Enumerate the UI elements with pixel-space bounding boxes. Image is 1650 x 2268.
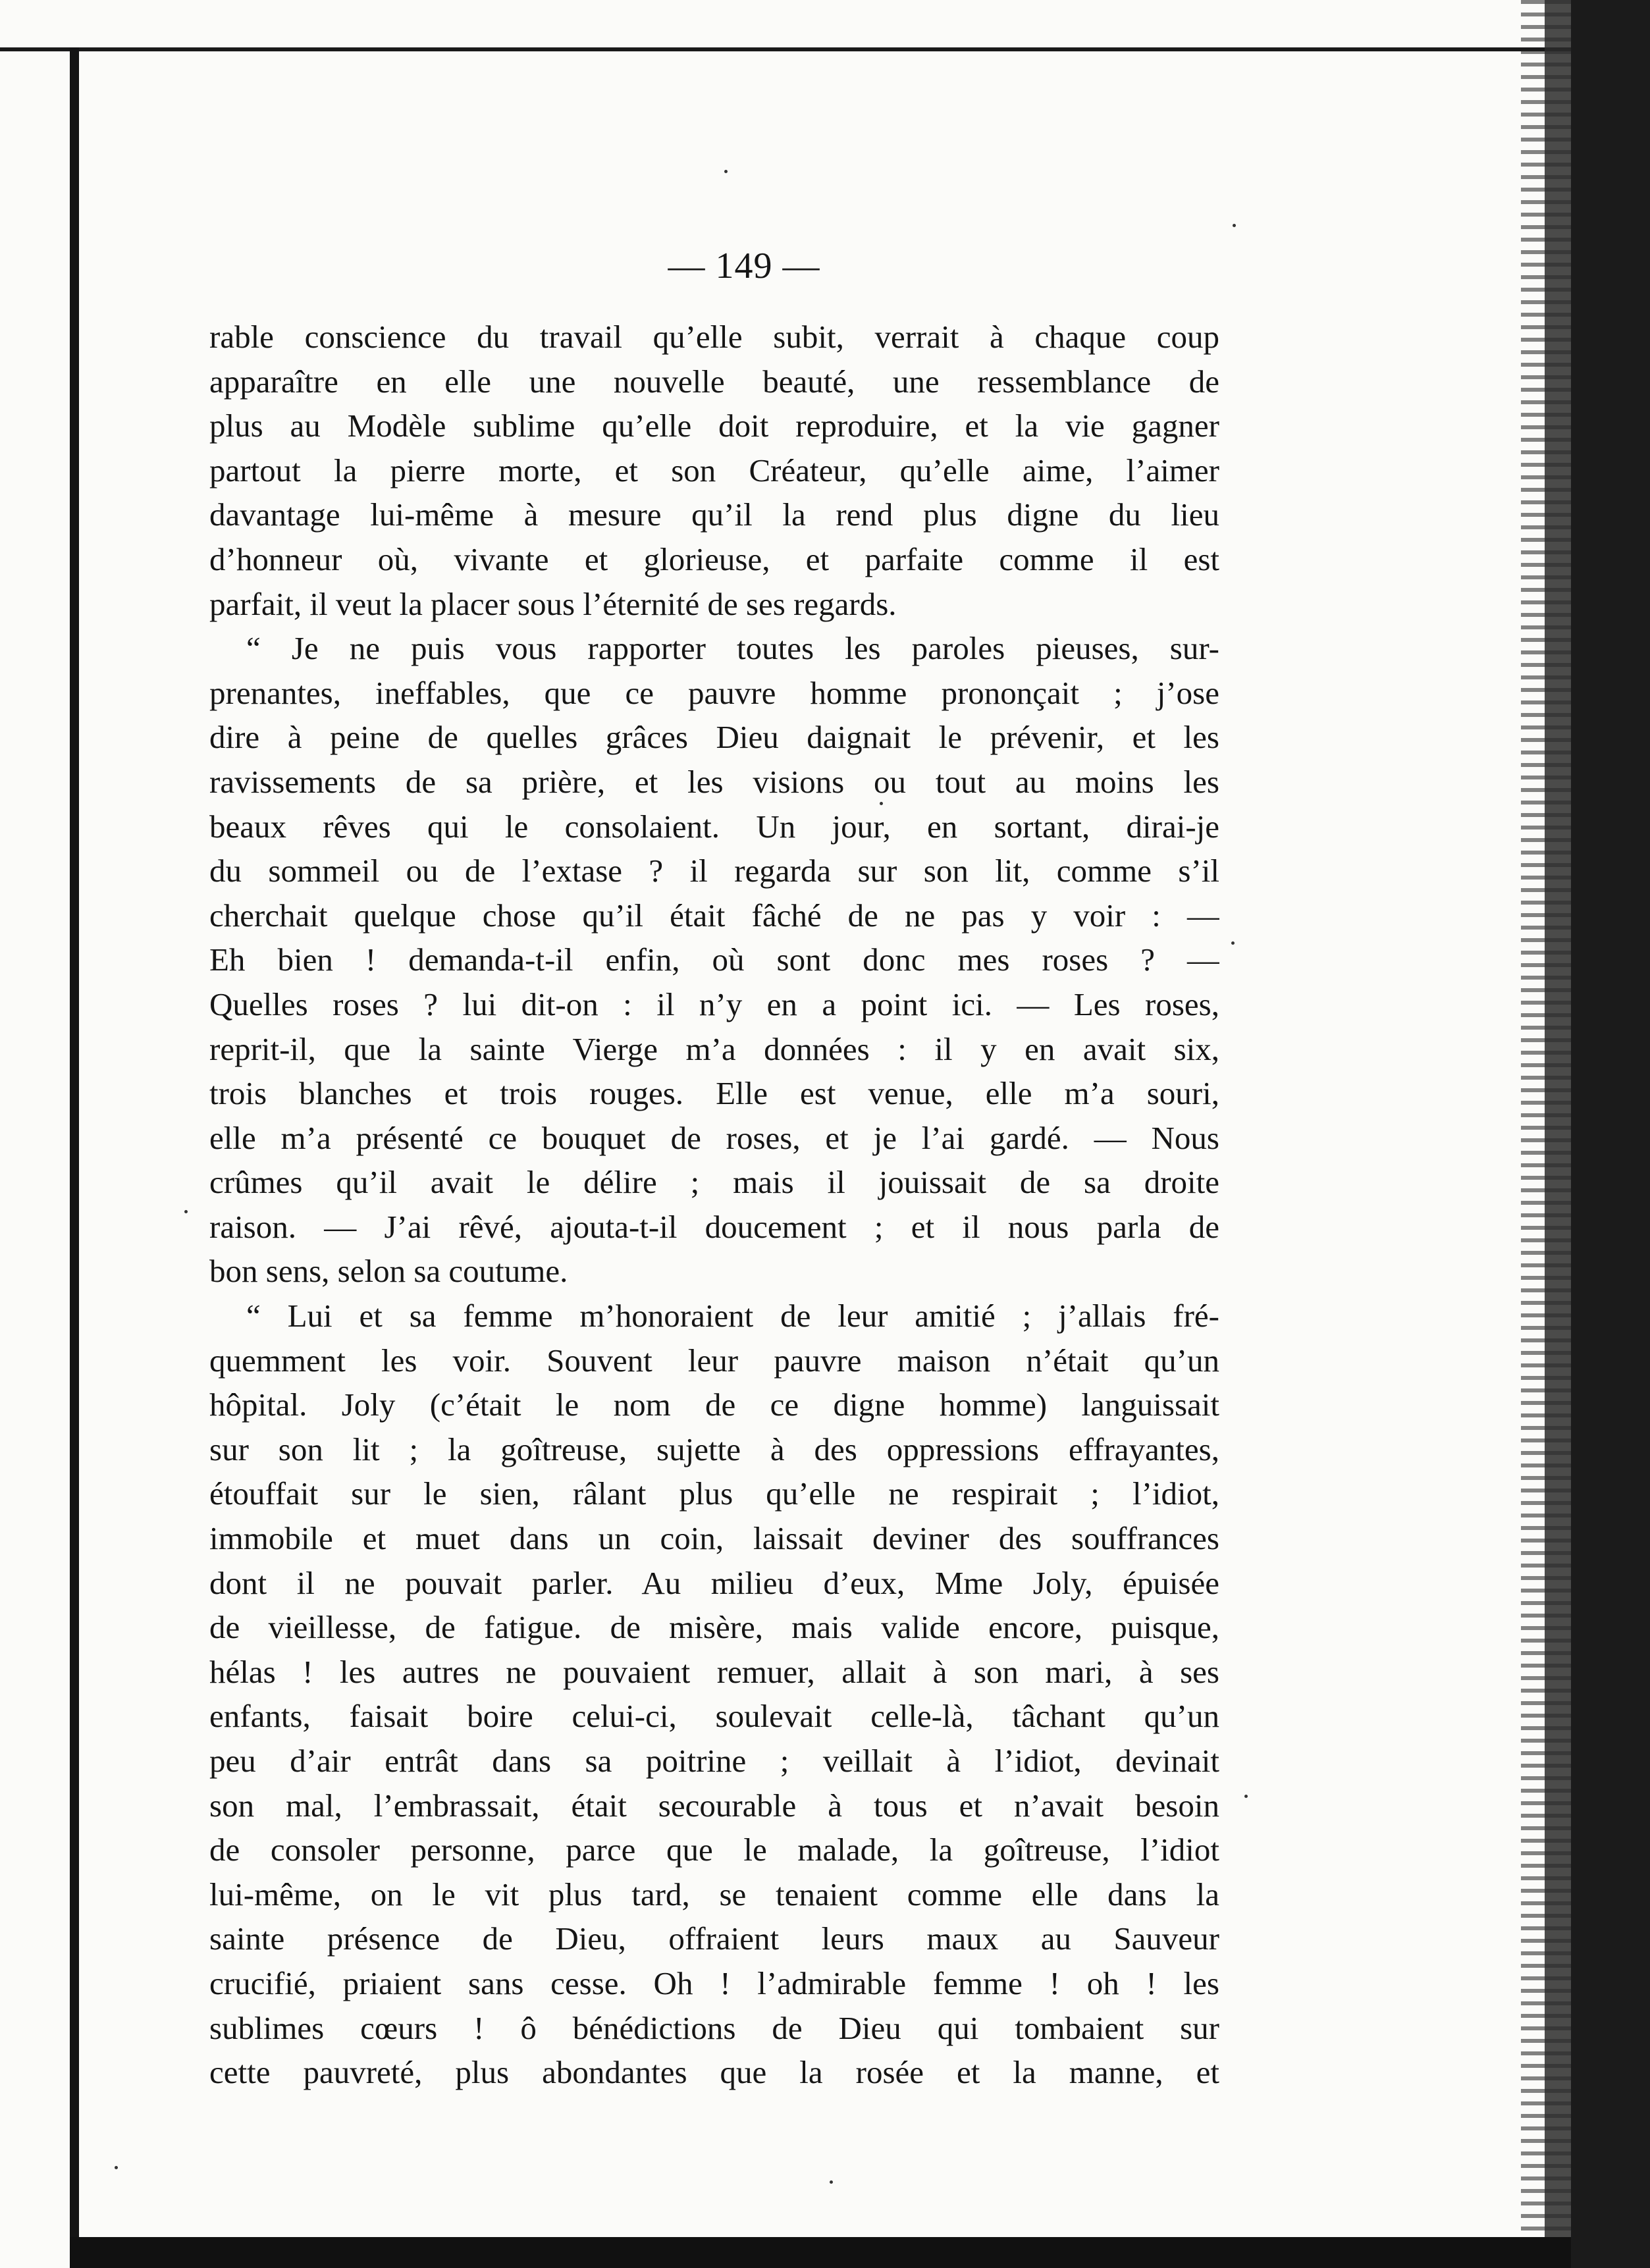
- text-line: Eh bien ! demanda-t-il enfin, où sont donc mes roses ? —: [209, 941, 1219, 978]
- text-line: sublimes cœurs ! ô bénédictions de Dieu qui tombaient sur: [209, 2009, 1219, 2046]
- scan-speck: [1233, 224, 1236, 227]
- scan-speck: [1231, 941, 1235, 945]
- page-top-edge: [0, 47, 1580, 51]
- text-line: partout la pierre morte, et son Créateur, qu’elle aime, l’aimer: [209, 452, 1219, 488]
- scan-speck: [184, 1210, 188, 1213]
- text-line: cette pauvreté, plus abondantes que la rosée et la manne, et: [209, 2054, 1219, 2091]
- text-line: beaux rêves qui le consolaient. Un jour, en sortant, dirai-je: [209, 808, 1219, 845]
- body-text: [209, 315, 1219, 2095]
- text-line: trois blanches et trois rouges. Elle est venue, elle m’a souri,: [209, 1075, 1219, 1112]
- text-line: ravissements de sa prière, et les visions ou tout au moins les: [209, 763, 1219, 800]
- text-line: d’honneur où, vivante et glorieuse, et parfaite comme il est: [209, 541, 1219, 577]
- page-right-edge: [1571, 0, 1650, 2268]
- text-line: étouffait sur le sien, râlant plus qu’elle ne respirait ; l’idiot,: [209, 1475, 1219, 1512]
- text-line: de vieillesse, de fatigue. de misère, mais valide encore, puisque,: [209, 1609, 1219, 1646]
- text-line: hélas ! les autres ne pouvaient remuer, allait à son mari, à ses: [209, 1653, 1219, 1690]
- text-line: “ Je ne puis vous rapporter toutes les paroles pieuses, sur-: [246, 630, 1219, 667]
- binding-shadow-inner: [1545, 0, 1571, 2237]
- text-line: bon sens, selon sa coutume.: [209, 1253, 568, 1290]
- text-line: rable conscience du travail qu’elle subit, verrait à chaque coup: [209, 319, 1219, 355]
- text-line: cherchait quelque chose qu’il était fâché de ne pas y voir : —: [209, 897, 1219, 934]
- text-line: son mal, l’embrassait, était secourable à tous et n’avait besoin: [209, 1787, 1219, 1824]
- text-line: reprit-il, que la sainte Vierge m’a données : il y en avait six,: [209, 1030, 1219, 1067]
- text-line: “ Lui et sa femme m’honoraient de leur amitié ; j’allais fré-: [246, 1298, 1219, 1334]
- page-number: — 149 —: [668, 246, 820, 286]
- text-line: dire à peine de quelles grâces Dieu daignait le prévenir, et les: [209, 719, 1219, 756]
- text-line: davantage lui-même à mesure qu’il la rend plus digne du lieu: [209, 496, 1219, 533]
- text-line: apparaître en elle une nouvelle beauté, une ressemblance de: [209, 363, 1219, 400]
- text-line: de consoler personne, parce que le malade, la goîtreuse, l’idiot: [209, 1832, 1219, 1868]
- text-line: du sommeil ou de l’extase ? il regarda sur son lit, comme s’il: [209, 853, 1219, 889]
- text-line: crûmes qu’il avait le délire ; mais il jouissait de sa droite: [209, 1164, 1219, 1201]
- scan-speck: [115, 2166, 118, 2169]
- text-line: elle m’a présenté ce bouquet de roses, et je l’ai gardé. — Nous: [209, 1119, 1219, 1156]
- page-left-edge: [70, 47, 79, 2268]
- text-line: parfait, il veut la placer sous l’éternité de ses regards.: [209, 585, 897, 622]
- text-line: immobile et muet dans un coin, laissait deviner des souffrances: [209, 1520, 1219, 1557]
- text-line: plus au Modèle sublime qu’elle doit reproduire, et la vie gagner: [209, 408, 1219, 444]
- text-line: raison. — J’ai rêvé, ajouta-t-il doucement ; et il nous parla de: [209, 1208, 1219, 1245]
- text-line: sainte présence de Dieu, offraient leurs maux au Sauveur: [209, 1920, 1219, 1957]
- page-bottom-edge: [70, 2237, 1571, 2268]
- text-line: lui-même, on le vit plus tard, se tenaient comme elle dans la: [209, 1876, 1219, 1912]
- scan-speck: [830, 2180, 833, 2184]
- text-line: sur son lit ; la goîtreuse, sujette à des oppressions effrayantes,: [209, 1431, 1219, 1467]
- text-line: prenantes, ineffables, que ce pauvre homme prononçait ; j’ose: [209, 674, 1219, 711]
- text-line: hôpital. Joly (c’était le nom de ce digne homme) languissait: [209, 1386, 1219, 1423]
- text-line: Quelles roses ? lui dit-on : il n’y en a point ici. — Les roses,: [209, 986, 1219, 1022]
- text-line: crucifié, priaient sans cesse. Oh ! l’admirable femme ! oh ! les: [209, 1965, 1219, 2001]
- text-line: enfants, faisait boire celui-ci, soulevait celle-là, tâchant qu’un: [209, 1698, 1219, 1735]
- scan-speck: [724, 170, 728, 173]
- text-line: peu d’air entrât dans sa poitrine ; veillait à l’idiot, devinait: [209, 1743, 1219, 1779]
- text-line: dont il ne pouvait parler. Au milieu d’eux, Mme Joly, épuisée: [209, 1564, 1219, 1601]
- scan-speck: [1244, 1795, 1248, 1798]
- text-line: quemment les voir. Souvent leur pauvre maison n’était qu’un: [209, 1342, 1219, 1379]
